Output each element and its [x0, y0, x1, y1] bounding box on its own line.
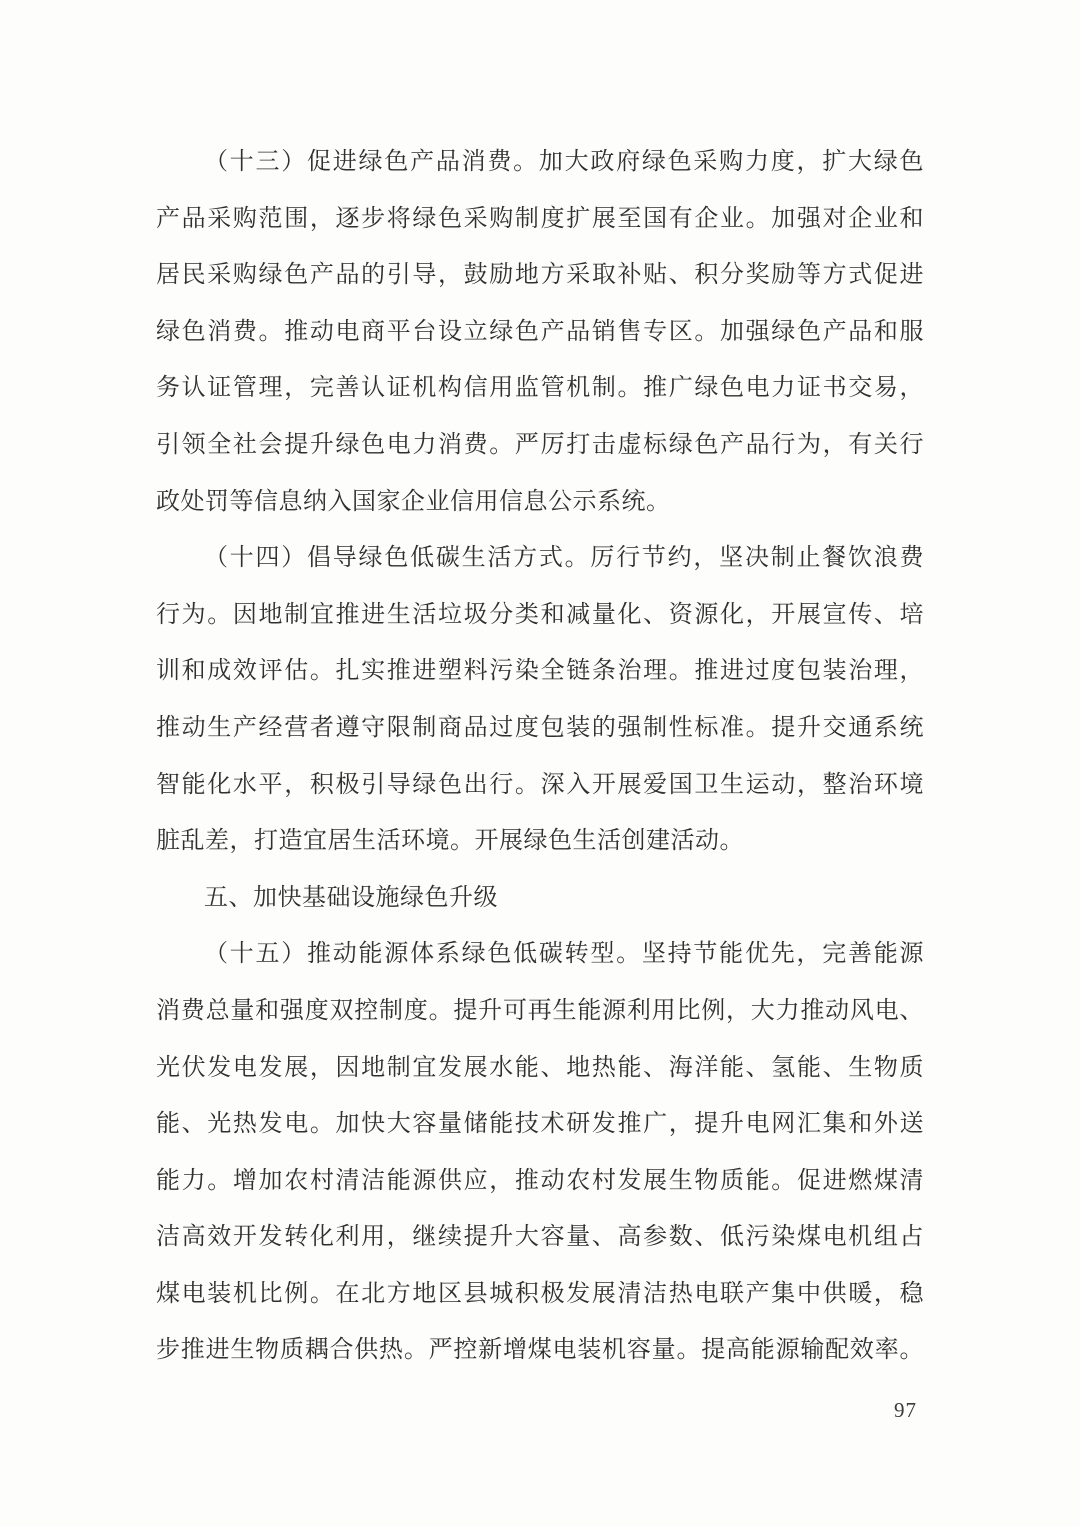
text-line: （十三）促进绿色产品消费。加大政府绿色采购力度，扩大绿色 [204, 149, 924, 175]
text-line: 居民采购绿色产品的引导，鼓励地方采取补贴、积分奖励等方式促进 [156, 262, 924, 289]
text-line: 脏乱差，打造宜居生活环境。开展绿色生活创建活动。 [156, 828, 744, 855]
paragraph [156, 134, 924, 530]
text-line: 行为。因地制宜推进生活垃圾分类和减量化、资源化，开展宣传、培 [156, 601, 924, 628]
text-line: 步推进生物质耦合供热。严控新增煤电装机容量。提高能源输配效率。 [156, 1337, 924, 1364]
paragraph [156, 530, 924, 870]
text-line: 洁高效开发转化利用，继续提升大容量、高参数、低污染煤电机组占 [156, 1224, 924, 1251]
text-line: 绿色消费。推动电商平台设立绿色产品销售专区。加强绿色产品和服 [156, 318, 924, 345]
text-line: 政处罚等信息纳入国家企业信用信息公示系统。 [156, 488, 671, 515]
section-heading-block [156, 870, 924, 927]
paragraph [156, 926, 924, 1379]
page-number: 97 [894, 1398, 917, 1422]
text-line: （十五）推动能源体系绿色低碳转型。坚持节能优先，完善能源 [204, 941, 924, 968]
text-block [156, 134, 924, 1379]
text-line: 能、光热发电。加快大容量储能技术研发推广，提升电网汇集和外送 [156, 1111, 924, 1138]
text-line: 光伏发电发展，因地制宜发展水能、地热能、海洋能、氢能、生物质 [156, 1054, 924, 1081]
text-line: 智能化水平，积极引导绿色出行。深入开展爱国卫生运动，整治环境 [156, 771, 924, 798]
text-line: 能力。增加农村清洁能源供应，推动农村发展生物质能。促进燃煤清 [156, 1167, 924, 1194]
text-line: 引领全社会提升绿色电力消费。严厉打击虚标绿色产品行为，有关行 [156, 431, 924, 458]
text-line: （十四）倡导绿色低碳生活方式。厉行节约，坚决制止餐饮浪费 [204, 545, 924, 572]
text-line: 产品采购范围，逐步将绿色采购制度扩展至国有企业。加强对企业和 [156, 205, 924, 232]
text-line: 训和成效评估。扎实推进塑料污染全链条治理。推进过度包装治理， [156, 658, 924, 685]
section-heading: 五、加快基础设施绿色升级 [204, 884, 498, 911]
text-line: 推动生产经营者遵守限制商品过度包装的强制性标准。提升交通系统 [156, 714, 924, 741]
text-line: 消费总量和强度双控制度。提升可再生能源利用比例，大力推动风电、 [156, 997, 924, 1024]
text-line: 务认证管理，完善认证机构信用监管机制。推广绿色电力证书交易， [156, 375, 924, 402]
text-line: 煤电装机比例。在北方地区县城积极发展清洁热电联产集中供暖，稳 [156, 1280, 924, 1307]
